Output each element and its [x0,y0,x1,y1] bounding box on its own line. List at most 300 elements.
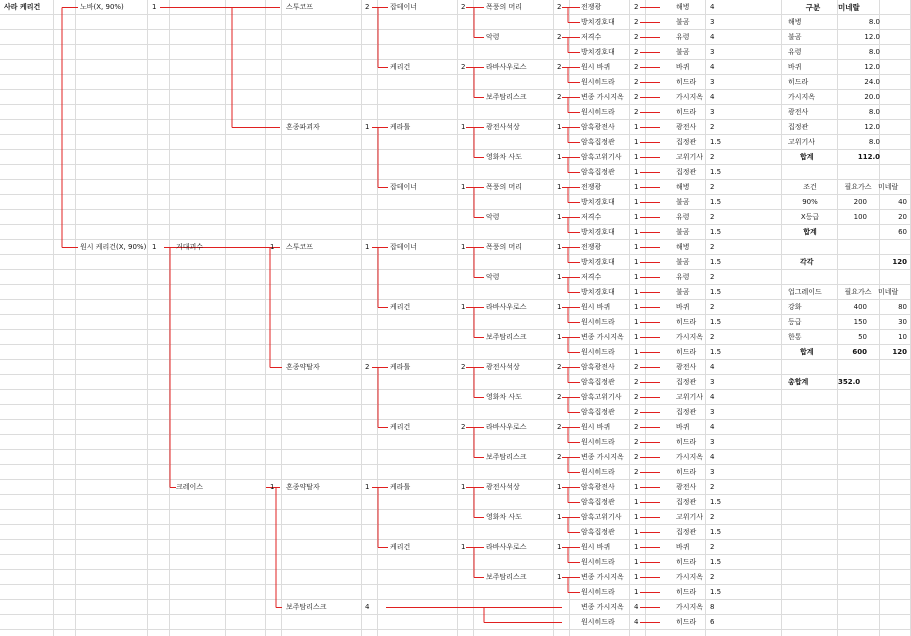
leaf-unit-name[interactable]: 저격수 [581,213,602,221]
summary-category[interactable]: 히드라 [788,78,809,86]
unit-name[interactable]: 악령 [486,33,500,41]
leaf-unit-count[interactable]: 2 [634,378,639,386]
leaf-unit-type[interactable]: 해병 [676,3,690,11]
leaf-unit-mineral[interactable]: 2 [710,573,715,581]
upgrade-gas[interactable]: 400 [853,303,867,311]
leaf-unit-name[interactable]: 변종 가시지옥 [581,453,624,461]
condition-mineral[interactable]: 20 [898,213,907,221]
branch-name[interactable]: 원시 케리건(X, 90%) [80,243,147,251]
unit-name[interactable]: 잡테이너 [390,3,418,11]
leaf-unit-name[interactable]: 암흑집정관 [581,408,615,416]
leaf-unit-type[interactable]: 집정관 [676,528,697,536]
leaf-unit-mineral[interactable]: 3 [710,78,715,86]
leaf-unit-type[interactable]: 히드라 [676,558,697,566]
unit-count[interactable]: 1 [461,243,466,251]
leaf-unit-name[interactable]: 저격수 [581,273,602,281]
unit-count[interactable]: 2 [365,363,370,371]
leaf-unit-name[interactable]: 암흑집정관 [581,138,615,146]
leaf-unit-count[interactable]: 2 [634,78,639,86]
leaf-unit-count[interactable]: 1 [634,498,639,506]
leaf-unit-name[interactable]: 암흑고위기사 [581,393,622,401]
leaf-unit-name[interactable]: 원시히드라 [581,558,615,566]
leaf-unit-mineral[interactable]: 1.5 [710,288,722,296]
leaf-unit-mineral[interactable]: 1.5 [710,558,722,566]
leaf-unit-type[interactable]: 히드라 [676,588,697,596]
unit-name[interactable]: 악령 [486,273,500,281]
leaf-unit-type[interactable]: 불곰 [676,288,690,296]
unit-name[interactable]: 라바사우로스 [486,543,527,551]
unit-name[interactable]: 케리건 [390,63,411,71]
leaf-unit-type[interactable]: 광전사 [676,483,697,491]
summary-category[interactable]: 불곰 [788,33,802,41]
condition-label[interactable]: 90% [802,198,818,206]
unit-count[interactable]: 2 [461,423,466,431]
upgrade-total-gas[interactable]: 600 [852,348,867,356]
summary-mineral[interactable]: 12.0 [864,123,880,131]
unit-name[interactable]: 폭풍의 머리 [486,243,523,251]
leaf-unit-name[interactable]: 원시히드라 [581,108,615,116]
leaf-unit-type[interactable]: 고위기사 [676,153,704,161]
unit-name[interactable]: 보주탐리스크 [486,93,527,101]
leaf-unit-mineral[interactable]: 3 [710,18,715,26]
leaf-unit-count[interactable]: 1 [634,588,639,596]
leaf-unit-count[interactable]: 1 [634,168,639,176]
unit-name[interactable]: 폭풍의 머리 [486,3,523,11]
leaf-unit-type[interactable]: 집정관 [676,378,697,386]
unit-name[interactable]: 라바사우로스 [486,303,527,311]
leaf-unit-count[interactable]: 1 [634,228,639,236]
leaf-unit-count[interactable]: 2 [634,468,639,476]
leaf-unit-name[interactable]: 원시 바퀴 [581,63,611,71]
leaf-unit-name[interactable]: 암흑광전사 [581,483,615,491]
summary-mineral[interactable]: 8.0 [868,138,880,146]
summary-total-label[interactable]: 합계 [800,153,814,161]
leaf-unit-count[interactable]: 2 [634,3,639,11]
leaf-unit-count[interactable]: 2 [634,363,639,371]
leaf-unit-count[interactable]: 1 [634,138,639,146]
unit-count[interactable]: 2 [557,63,562,71]
leaf-unit-type[interactable]: 바퀴 [676,423,690,431]
leaf-unit-count[interactable]: 1 [634,483,639,491]
leaf-unit-type[interactable]: 불곰 [676,228,690,236]
leaf-unit-type[interactable]: 히드라 [676,78,697,86]
leaf-unit-name[interactable]: 원시히드라 [581,348,615,356]
leaf-unit-name[interactable]: 원시히드라 [581,78,615,86]
summary-mineral[interactable]: 8.0 [868,18,880,26]
leaf-unit-mineral[interactable]: 6 [710,618,715,626]
leaf-unit-mineral[interactable]: 4 [710,3,715,11]
unit-name[interactable]: 케리건 [390,423,411,431]
unit-count[interactable]: 1 [557,303,562,311]
unit-name[interactable]: 스투코프 [286,243,314,251]
leaf-unit-name[interactable]: 전쟁광 [581,243,602,251]
unit-name[interactable]: 혼종약탈자 [286,483,320,491]
leaf-unit-type[interactable]: 유령 [676,33,690,41]
unit-name[interactable]: 광전사석상 [486,483,520,491]
leaf-unit-count[interactable]: 1 [634,258,639,266]
leaf-unit-type[interactable]: 히드라 [676,348,697,356]
leaf-unit-type[interactable]: 히드라 [676,108,697,116]
root-hero-name[interactable]: 사라 케리건 [4,3,41,11]
leaf-unit-type[interactable]: 히드라 [676,438,697,446]
leaf-unit-mineral[interactable]: 1.5 [710,168,722,176]
summary-mineral[interactable]: 8.0 [868,108,880,116]
leaf-unit-mineral[interactable]: 2 [710,123,715,131]
leaf-unit-count[interactable]: 4 [634,603,639,611]
leaf-unit-name[interactable]: 전쟁광 [581,183,602,191]
unit-count[interactable]: 4 [365,603,370,611]
leaf-unit-mineral[interactable]: 2 [710,153,715,161]
leaf-unit-mineral[interactable]: 3 [710,438,715,446]
upgrade-total-label[interactable]: 합계 [800,348,814,356]
leaf-unit-mineral[interactable]: 1.5 [710,258,722,266]
unit-name[interactable]: 케라툴 [390,363,411,371]
leaf-unit-count[interactable]: 2 [634,48,639,56]
leaf-unit-type[interactable]: 불곰 [676,18,690,26]
leaf-unit-name[interactable]: 변종 가시지옥 [581,333,624,341]
unit-count[interactable]: 1 [461,303,466,311]
summary-category[interactable]: 가시지옥 [788,93,816,101]
leaf-unit-count[interactable]: 1 [634,288,639,296]
upgrade-label[interactable]: 한통 [788,333,802,341]
leaf-unit-mineral[interactable]: 1.5 [710,228,722,236]
leaf-unit-type[interactable]: 불곰 [676,48,690,56]
leaf-unit-mineral[interactable]: 2 [710,333,715,341]
leaf-unit-name[interactable]: 저격수 [581,33,602,41]
leaf-unit-type[interactable]: 가시지옥 [676,333,704,341]
leaf-unit-mineral[interactable]: 3 [710,408,715,416]
leaf-unit-name[interactable]: 방치경호대 [581,48,615,56]
leaf-unit-type[interactable]: 집정관 [676,168,697,176]
unit-name[interactable]: 보주탐리스크 [286,603,327,611]
leaf-unit-count[interactable]: 2 [634,93,639,101]
leaf-unit-mineral[interactable]: 3 [710,378,715,386]
summary-category[interactable]: 광전사 [788,108,809,116]
leaf-unit-mineral[interactable]: 1.5 [710,528,722,536]
unit-count[interactable]: 1 [557,273,562,281]
leaf-unit-name[interactable]: 방치경호대 [581,258,615,266]
leaf-unit-count[interactable]: 2 [634,18,639,26]
leaf-unit-count[interactable]: 1 [634,318,639,326]
summary-mineral[interactable]: 12.0 [864,63,880,71]
leaf-unit-mineral[interactable]: 4 [710,33,715,41]
unit-count[interactable]: 1 [557,573,562,581]
unit-count[interactable]: 1 [557,543,562,551]
leaf-unit-mineral[interactable]: 1.5 [710,318,722,326]
unit-name[interactable]: 광전사석상 [486,363,520,371]
leaf-unit-name[interactable]: 방치경호대 [581,288,615,296]
leaf-unit-count[interactable]: 1 [634,183,639,191]
unit-count[interactable]: 1 [270,483,275,491]
leaf-unit-type[interactable]: 가시지옥 [676,453,704,461]
grand-total-label[interactable]: 총합계 [788,378,809,386]
unit-count[interactable]: 1 [365,123,370,131]
leaf-unit-name[interactable]: 전쟁광 [581,3,602,11]
unit-name[interactable]: 영화차 사도 [486,393,523,401]
unit-name[interactable]: 폭풍의 머리 [486,183,523,191]
leaf-unit-type[interactable]: 집정관 [676,408,697,416]
leaf-unit-mineral[interactable]: 2 [710,483,715,491]
leaf-unit-count[interactable]: 2 [634,108,639,116]
leaf-unit-mineral[interactable]: 3 [710,108,715,116]
unit-name[interactable]: 케라툴 [390,123,411,131]
leaf-unit-mineral[interactable]: 4 [710,363,715,371]
leaf-unit-count[interactable]: 1 [634,528,639,536]
leaf-unit-type[interactable]: 광전사 [676,123,697,131]
summary-mineral[interactable]: 8.0 [868,48,880,56]
summary-category[interactable]: 고위기사 [788,138,816,146]
leaf-unit-count[interactable]: 1 [634,198,639,206]
unit-name[interactable]: 광전사석상 [486,123,520,131]
unit-count[interactable]: 1 [557,123,562,131]
unit-count[interactable]: 1 [557,333,562,341]
summary-category[interactable]: 집정관 [788,123,809,131]
unit-count[interactable]: 2 [461,3,466,11]
leaf-unit-count[interactable]: 1 [634,123,639,131]
leaf-unit-type[interactable]: 가시지옥 [676,573,704,581]
leaf-unit-type[interactable]: 불곰 [676,198,690,206]
leaf-unit-mineral[interactable]: 2 [710,243,715,251]
condition-header[interactable]: 조건 [803,183,817,191]
leaf-unit-name[interactable]: 원시히드라 [581,588,615,596]
unit-count[interactable]: 2 [461,363,466,371]
leaf-unit-mineral[interactable]: 3 [710,468,715,476]
leaf-unit-mineral[interactable]: 4 [710,453,715,461]
leaf-unit-mineral[interactable]: 2 [710,543,715,551]
leaf-unit-name[interactable]: 암흑집정관 [581,378,615,386]
leaf-unit-mineral[interactable]: 8 [710,603,715,611]
unit-count[interactable]: 1 [557,483,562,491]
unit-name[interactable]: 라바사우로스 [486,423,527,431]
leaf-unit-name[interactable]: 원시 바퀴 [581,423,611,431]
leaf-unit-count[interactable]: 2 [634,393,639,401]
condition-mineral[interactable]: 40 [898,198,907,206]
unit-name[interactable]: 혼종약탈자 [286,363,320,371]
leaf-unit-type[interactable]: 유령 [676,273,690,281]
unit-name[interactable]: 스투코프 [286,3,314,11]
leaf-unit-name[interactable]: 원시 바퀴 [581,543,611,551]
leaf-unit-type[interactable]: 고위기사 [676,513,704,521]
leaf-unit-name[interactable]: 암흑고위기사 [581,513,622,521]
leaf-unit-mineral[interactable]: 2 [710,513,715,521]
leaf-unit-mineral[interactable]: 1.5 [710,138,722,146]
unit-count[interactable]: 2 [557,393,562,401]
leaf-unit-type[interactable]: 바퀴 [676,63,690,71]
leaf-unit-type[interactable]: 히드라 [676,318,697,326]
leaf-unit-mineral[interactable]: 4 [710,393,715,401]
unit-count[interactable]: 1 [365,483,370,491]
leaf-unit-mineral[interactable]: 3 [710,48,715,56]
leaf-unit-mineral[interactable]: 2 [710,183,715,191]
leaf-unit-name[interactable]: 원시히드라 [581,438,615,446]
leaf-unit-type[interactable]: 히드라 [676,468,697,476]
unit-count[interactable]: 2 [557,3,562,11]
unit-name[interactable]: 보주탐리스크 [486,453,527,461]
summary-total-value[interactable]: 112.0 [857,153,880,161]
awaken-value[interactable]: 120 [892,258,907,266]
leaf-unit-count[interactable]: 2 [634,423,639,431]
leaf-unit-type[interactable]: 가시지옥 [676,603,704,611]
leaf-unit-count[interactable]: 1 [634,543,639,551]
leaf-unit-mineral[interactable]: 4 [710,423,715,431]
unit-name[interactable]: 거대괴수 [176,243,204,251]
unit-count[interactable]: 1 [461,483,466,491]
leaf-unit-count[interactable]: 2 [634,453,639,461]
unit-name[interactable]: 크레이스 [176,483,204,491]
leaf-unit-name[interactable]: 암흑고위기사 [581,153,622,161]
unit-count[interactable]: 2 [557,93,562,101]
condition-gas[interactable]: 100 [853,213,867,221]
summary-category[interactable]: 바퀴 [788,63,802,71]
leaf-unit-count[interactable]: 4 [634,618,639,626]
leaf-unit-name[interactable]: 변종 가시지옥 [581,603,624,611]
unit-name[interactable]: 영화차 사도 [486,153,523,161]
leaf-unit-name[interactable]: 암흑집정관 [581,528,615,536]
unit-count[interactable]: 1 [557,213,562,221]
summary-header-mineral[interactable]: 미네랄 [838,3,860,12]
upgrade-gas[interactable]: 150 [853,318,867,326]
leaf-unit-name[interactable]: 방치경호대 [581,18,615,26]
leaf-unit-name[interactable]: 방치경호대 [581,228,615,236]
unit-count[interactable]: 1 [365,243,370,251]
leaf-unit-name[interactable]: 방치경호대 [581,198,615,206]
condition-gas[interactable]: 200 [853,198,867,206]
leaf-unit-mineral[interactable]: 4 [710,63,715,71]
unit-name[interactable]: 영화차 사도 [486,513,523,521]
upgrade-header-mineral[interactable]: 미네랄 [878,288,899,296]
leaf-unit-name[interactable]: 원시히드라 [581,468,615,476]
unit-count[interactable]: 1 [461,543,466,551]
unit-count[interactable]: 1 [557,513,562,521]
leaf-unit-count[interactable]: 1 [634,573,639,581]
leaf-unit-count[interactable]: 1 [634,303,639,311]
leaf-unit-type[interactable]: 가시지옥 [676,93,704,101]
summary-header-category[interactable]: 구분 [805,3,821,12]
leaf-unit-type[interactable]: 광전사 [676,363,697,371]
leaf-unit-count[interactable]: 1 [634,513,639,521]
upgrade-label[interactable]: 등급 [788,318,802,326]
leaf-unit-name[interactable]: 원시 바퀴 [581,303,611,311]
leaf-unit-mineral[interactable]: 2 [710,273,715,281]
unit-count[interactable]: 1 [557,243,562,251]
leaf-unit-name[interactable]: 변종 가시지옥 [581,93,624,101]
condition-header-mineral[interactable]: 미네랄 [878,183,899,191]
unit-count[interactable]: 1 [461,183,466,191]
leaf-unit-count[interactable]: 2 [634,63,639,71]
leaf-unit-name[interactable]: 변종 가시지옥 [581,573,624,581]
condition-header-gas[interactable]: 필요가스 [844,183,872,191]
leaf-unit-mineral[interactable]: 1.5 [710,198,722,206]
unit-name[interactable]: 라바사우로스 [486,63,527,71]
leaf-unit-count[interactable]: 1 [634,153,639,161]
unit-count[interactable]: 2 [557,33,562,41]
condition-total-label[interactable]: 합계 [803,228,817,236]
leaf-unit-type[interactable]: 바퀴 [676,543,690,551]
unit-name[interactable]: 보주탐리스크 [486,333,527,341]
leaf-unit-mineral[interactable]: 1.5 [710,588,722,596]
unit-count[interactable]: 2 [557,423,562,431]
leaf-unit-type[interactable]: 바퀴 [676,303,690,311]
leaf-unit-type[interactable]: 해병 [676,243,690,251]
leaf-unit-count[interactable]: 1 [634,213,639,221]
leaf-unit-type[interactable]: 해병 [676,183,690,191]
awaken-label[interactable]: 각각 [800,258,814,266]
leaf-unit-count[interactable]: 2 [634,33,639,41]
leaf-unit-name[interactable]: 암흑광전사 [581,123,615,131]
leaf-unit-name[interactable]: 원시히드라 [581,618,615,626]
summary-category[interactable]: 해병 [788,18,802,26]
upgrade-mineral[interactable]: 10 [898,333,907,341]
leaf-unit-mineral[interactable]: 2 [710,213,715,221]
unit-name[interactable]: 잡테이너 [390,243,418,251]
grand-total-value[interactable]: 352.0 [838,378,861,386]
unit-name[interactable]: 보주탐리스크 [486,573,527,581]
upgrade-gas[interactable]: 50 [858,333,867,341]
unit-name[interactable]: 케리건 [390,543,411,551]
unit-name[interactable]: 케리건 [390,303,411,311]
branch-count[interactable]: 1 [152,243,157,251]
leaf-unit-count[interactable]: 2 [634,438,639,446]
unit-count[interactable]: 2 [557,453,562,461]
leaf-unit-type[interactable]: 고위기사 [676,393,704,401]
leaf-unit-type[interactable]: 집정관 [676,498,697,506]
unit-name[interactable]: 혼종파괴자 [286,123,320,131]
leaf-unit-mineral[interactable]: 1.5 [710,498,722,506]
unit-count[interactable]: 1 [461,123,466,131]
unit-count[interactable]: 2 [461,63,466,71]
leaf-unit-name[interactable]: 암흑집정관 [581,168,615,176]
leaf-unit-name[interactable]: 암흑광전사 [581,363,615,371]
upgrade-label[interactable]: 강화 [788,303,802,311]
unit-count[interactable]: 1 [270,243,275,251]
summary-category[interactable]: 유령 [788,48,802,56]
unit-name[interactable]: 잡테이너 [390,183,418,191]
leaf-unit-name[interactable]: 원시히드라 [581,318,615,326]
upgrade-header-gas[interactable]: 필요가스 [844,288,872,296]
leaf-unit-name[interactable]: 암흑집정관 [581,498,615,506]
branch-count[interactable]: 1 [152,3,157,11]
leaf-unit-type[interactable]: 히드라 [676,618,697,626]
leaf-unit-count[interactable]: 1 [634,348,639,356]
upgrade-total-mineral[interactable]: 120 [892,348,907,356]
unit-name[interactable]: 악령 [486,213,500,221]
summary-mineral[interactable]: 12.0 [864,33,880,41]
upgrade-mineral[interactable]: 80 [898,303,907,311]
unit-count[interactable]: 1 [557,153,562,161]
leaf-unit-count[interactable]: 1 [634,273,639,281]
leaf-unit-count[interactable]: 2 [634,408,639,416]
leaf-unit-mineral[interactable]: 2 [710,303,715,311]
leaf-unit-type[interactable]: 유령 [676,213,690,221]
leaf-unit-mineral[interactable]: 4 [710,93,715,101]
leaf-unit-type[interactable]: 불곰 [676,258,690,266]
unit-count[interactable]: 2 [365,3,370,11]
unit-name[interactable]: 케라툴 [390,483,411,491]
leaf-unit-type[interactable]: 집정관 [676,138,697,146]
summary-mineral[interactable]: 24.0 [864,78,880,86]
condition-total-mineral[interactable]: 60 [898,228,907,236]
upgrade-header[interactable]: 업그레이드 [788,288,822,296]
unit-count[interactable]: 1 [557,183,562,191]
summary-mineral[interactable]: 20.0 [864,93,880,101]
leaf-unit-count[interactable]: 1 [634,558,639,566]
condition-label[interactable]: X등급 [800,213,820,221]
unit-count[interactable]: 2 [557,363,562,371]
leaf-unit-mineral[interactable]: 1.5 [710,348,722,356]
branch-name[interactable]: 노바(X, 90%) [80,3,124,11]
leaf-unit-count[interactable]: 1 [634,243,639,251]
upgrade-mineral[interactable]: 30 [898,318,907,326]
